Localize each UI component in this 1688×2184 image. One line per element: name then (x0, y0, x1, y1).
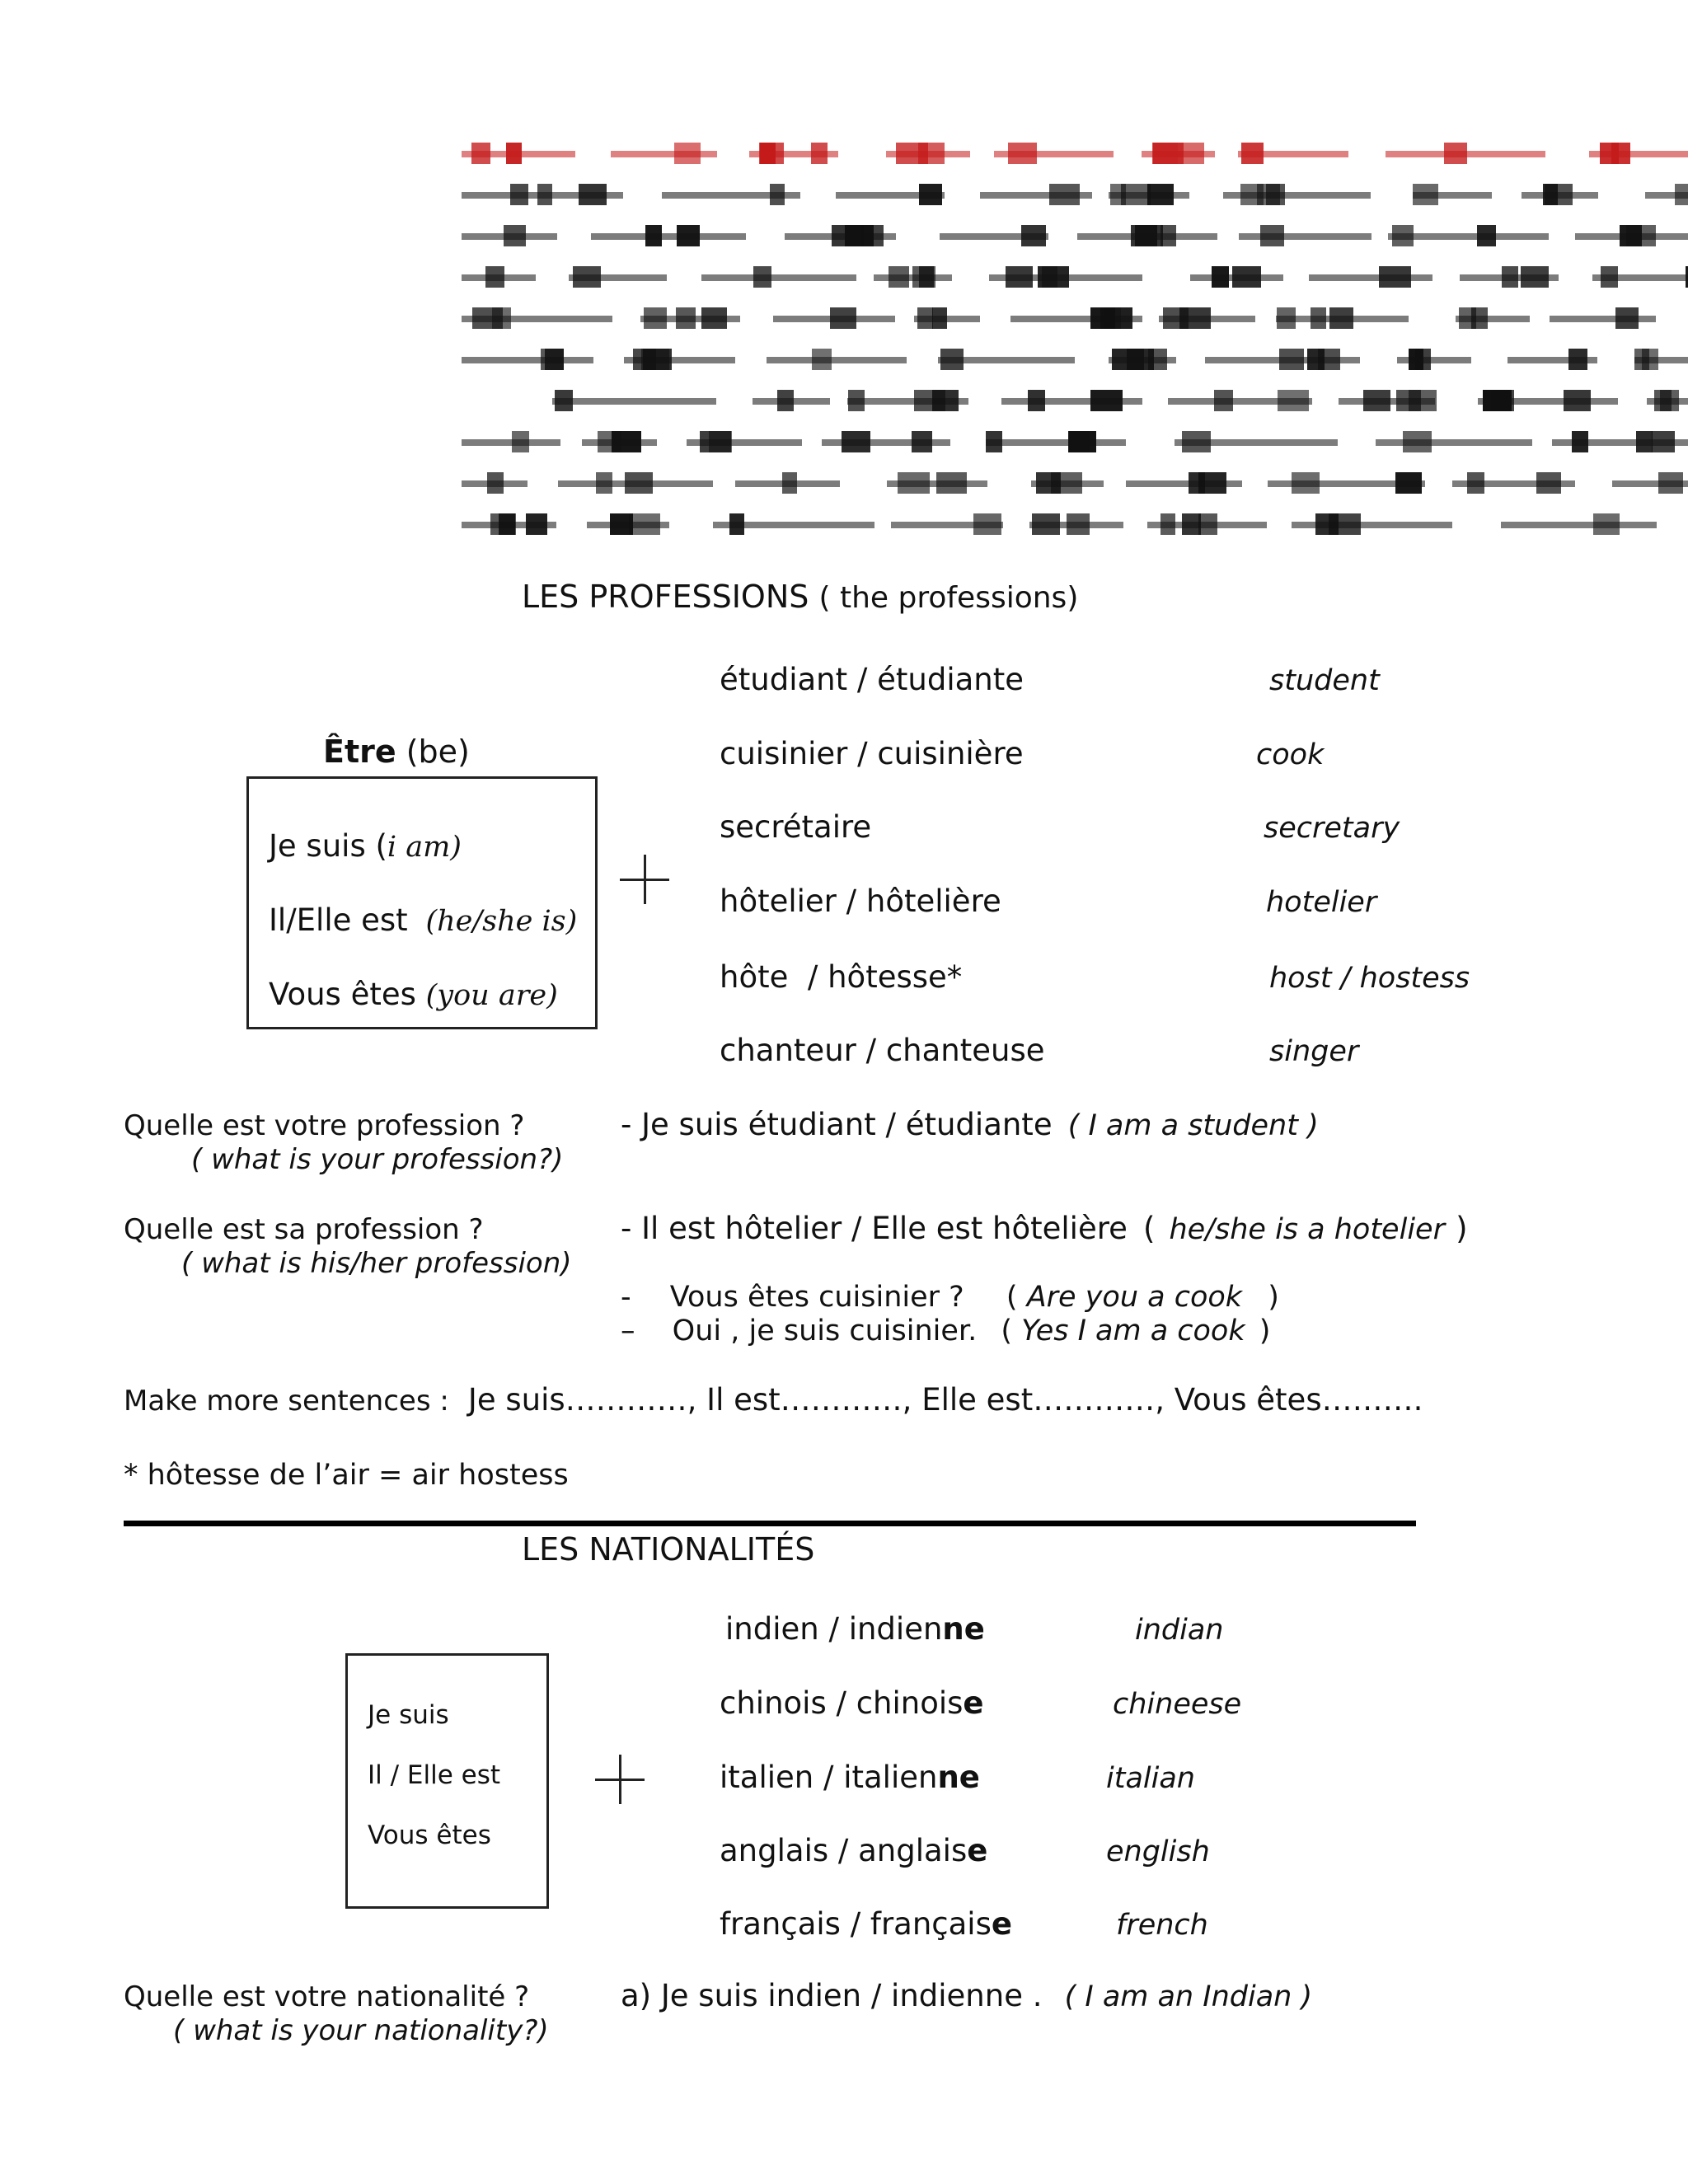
banner-glyph (989, 266, 1142, 288)
banner-glyph (1109, 184, 1189, 205)
banner-glyph (1077, 225, 1217, 246)
answer-en: ( I am a student ) (1067, 1109, 1319, 1142)
banner-glyph (569, 266, 667, 288)
conjugation-box (246, 776, 598, 1029)
banner-glyph (1238, 143, 1348, 164)
verb-heading (323, 733, 470, 770)
banner-glyph (1647, 390, 1688, 411)
banner-glyph (462, 266, 536, 288)
professions-title-gloss: ( the professions) (818, 581, 1079, 615)
nationality-masc: italien / italien (720, 1760, 938, 1795)
nationality-fem-ending: e (967, 1833, 988, 1868)
banner-glyph (836, 184, 945, 205)
conjugation-fr: Vous êtes (269, 977, 416, 1012)
banner-glyph (847, 390, 968, 411)
pronoun: Je suis (368, 1700, 449, 1730)
banner-glyph (914, 307, 980, 329)
banner-glyph (940, 225, 1048, 246)
banner-glyph (591, 225, 746, 246)
banner-glyph (462, 349, 593, 370)
answer-en: ( I am an Indian ) (1064, 1980, 1313, 2013)
paren: ( (1142, 1211, 1156, 1246)
answer-fr: a) Je suis indien / indienne . (621, 1978, 1043, 2013)
banner-glyph (1413, 184, 1492, 205)
profession-word: cuisinier / cuisinière (720, 736, 1024, 771)
dialogue-line (621, 1281, 1279, 1314)
nationality-translation: chineese (1113, 1688, 1242, 1721)
nationality-translation: indian (1135, 1614, 1224, 1647)
banner-glyph (462, 184, 623, 205)
dialogue-fr: Vous êtes cuisinier ? (669, 1281, 964, 1314)
question: Quelle est votre profession ? (124, 1109, 525, 1142)
banner-glyph (1010, 307, 1142, 329)
banner-glyph (1205, 349, 1360, 370)
banner-glyph (462, 513, 556, 535)
banner-glyph (1159, 307, 1255, 329)
answer-row (621, 1107, 1319, 1142)
conjugation-row (269, 977, 558, 1012)
banner-glyph (1550, 307, 1656, 329)
banner-glyph (994, 143, 1114, 164)
banner-glyph (886, 143, 970, 164)
nationality-fem-ending: ne (937, 1760, 980, 1795)
dialogue-en: Are you a cook (1026, 1281, 1243, 1314)
profession-translation: singer (1269, 1035, 1359, 1068)
question: Quelle est sa profession ? (124, 1213, 484, 1246)
profession-translation: student (1269, 664, 1380, 697)
banner-glyph (1452, 472, 1575, 494)
banner-glyph (986, 431, 1126, 452)
banner-glyph (1575, 225, 1688, 246)
banner-glyph (1029, 513, 1123, 535)
nationality-word (720, 1760, 980, 1795)
banner-glyph (1190, 266, 1283, 288)
profession-translation: secretary (1264, 812, 1400, 845)
profession-translation: cook (1256, 738, 1325, 771)
banner-glyph (1001, 390, 1142, 411)
answer-fr: - Je suis étudiant / étudiante (621, 1107, 1053, 1142)
banner-glyph (1168, 390, 1312, 411)
banner-glyph (887, 472, 987, 494)
banner-glyph (1552, 431, 1688, 452)
banner-glyph (1386, 143, 1545, 164)
section-divider (124, 1521, 1416, 1526)
banner-glyph (785, 225, 896, 246)
banner-glyph (701, 266, 856, 288)
plus-icon (595, 1755, 645, 1804)
pronoun: Il / Elle est (368, 1760, 501, 1790)
conjugation-en: (he/she is) (425, 905, 578, 938)
profession-word: hôtelier / hôtelière (720, 883, 1001, 919)
nationality-word (720, 1685, 984, 1721)
dialogue-line (621, 1315, 1270, 1347)
banner-glyph (874, 266, 952, 288)
banner-glyph (1456, 307, 1530, 329)
answer-en: he/she is a hotelier (1169, 1213, 1445, 1246)
banner-glyph (1634, 349, 1688, 370)
dialogue-dash: - (621, 1281, 631, 1314)
paren: ) (1456, 1211, 1468, 1246)
nationality-masc: français / français (720, 1906, 992, 1942)
nationality-translation: italian (1106, 1762, 1195, 1795)
banner-glyph (462, 472, 528, 494)
banner-glyph (611, 143, 717, 164)
pronoun-box (345, 1653, 549, 1909)
banner-glyph (552, 390, 716, 411)
nationality-masc: indien / indien (725, 1611, 943, 1647)
banner-glyph (1507, 349, 1597, 370)
nationality-fem-ending: ne (942, 1611, 985, 1647)
question: Quelle est votre nationalité ? (124, 1980, 530, 2013)
professions-title-row (522, 579, 1078, 615)
header-banner-image (462, 136, 1688, 548)
nationality-masc: chinois / chinois (720, 1685, 964, 1721)
professions-title: LES PROFESSIONS (522, 579, 809, 615)
banner-glyph (1339, 390, 1437, 411)
verb-word: Être (323, 733, 396, 770)
practice-label: Make more sentences : (124, 1385, 449, 1418)
pronoun: Vous êtes (368, 1821, 491, 1850)
banner-glyph (749, 143, 838, 164)
banner-glyph (1109, 349, 1176, 370)
banner-glyph (587, 513, 669, 535)
profession-word: secrétaire (720, 809, 872, 845)
banner-glyph (1397, 349, 1471, 370)
banner-glyph (938, 349, 1075, 370)
question-gloss: ( what is your profession?) (191, 1143, 564, 1176)
banner-glyph (713, 513, 874, 535)
answer-row (621, 1211, 1468, 1246)
banner-glyph (735, 472, 840, 494)
banner-glyph (822, 431, 950, 452)
paren: ( (1006, 1281, 1018, 1314)
dialogue-en: Yes I am a cook (1021, 1315, 1245, 1347)
banner-glyph (767, 349, 907, 370)
paren: ) (1268, 1281, 1279, 1314)
verb-gloss: (be) (406, 733, 470, 770)
banner-glyph (558, 472, 713, 494)
nationalities-title: LES NATIONALITÉS (522, 1531, 815, 1568)
banner-glyph (1031, 472, 1104, 494)
banner-glyph (1147, 513, 1267, 535)
banner-glyph (582, 431, 657, 452)
banner-glyph (1142, 143, 1215, 164)
banner-glyph (1460, 266, 1559, 288)
banner-glyph (773, 307, 895, 329)
banner-glyph (1612, 472, 1688, 494)
conjugation-fr: Je suis ( (269, 828, 387, 864)
question-gloss: ( what is his/her profession) (181, 1247, 572, 1280)
banner-glyph (662, 184, 800, 205)
nationality-word (720, 1833, 987, 1868)
banner-glyph (462, 307, 612, 329)
banner-glyph (1292, 513, 1452, 535)
banner-glyph (1239, 225, 1372, 246)
banner-glyph (1223, 184, 1371, 205)
nationality-fem-ending: e (991, 1906, 1012, 1942)
profession-word: hôte / hôtesse* (720, 959, 963, 995)
profession-word: chanteur / chanteuse (720, 1033, 1045, 1068)
banner-glyph (640, 307, 740, 329)
banner-glyph (462, 225, 557, 246)
plus-icon (620, 855, 669, 904)
profession-word: étudiant / étudiante (720, 662, 1024, 697)
nationality-word (720, 1906, 1012, 1942)
conjugation-row (269, 902, 577, 938)
banner-glyph (462, 143, 575, 164)
conjugation-row (269, 828, 462, 864)
nationality-fem-ending: e (963, 1685, 984, 1721)
practice-row (124, 1382, 1423, 1418)
practice-text: Je suis…………, Il est…………, Elle est…………, Vous êtes………. (467, 1382, 1423, 1418)
footnote: * hôtesse de l’air = air hostess (124, 1459, 569, 1492)
profession-translation: hotelier (1266, 886, 1377, 919)
banner-glyph (1268, 472, 1425, 494)
nationality-translation: french (1116, 1909, 1208, 1942)
banner-glyph (891, 513, 1003, 535)
banner-glyph (1478, 390, 1618, 411)
nationality-translation: english (1106, 1835, 1210, 1868)
banner-glyph (1501, 513, 1657, 535)
nationality-word (725, 1611, 985, 1647)
banner-glyph (1376, 431, 1532, 452)
paren: ( (1001, 1315, 1013, 1347)
banner-glyph (1592, 266, 1688, 288)
profession-translation: host / hostess (1269, 962, 1470, 995)
answer-fr: - Il est hôtelier / Elle est hôtelière (621, 1211, 1128, 1246)
banner-glyph (624, 349, 735, 370)
dialogue-fr: Oui , je suis cuisinier. (672, 1315, 978, 1347)
banner-glyph (1276, 307, 1409, 329)
nationality-masc: anglais / anglais (720, 1833, 968, 1868)
banner-glyph (1175, 431, 1338, 452)
banner-glyph (1388, 225, 1549, 246)
banner-glyph (1645, 184, 1688, 205)
banner-glyph (753, 390, 830, 411)
banner-glyph (980, 184, 1092, 205)
dialogue-dash: – (621, 1315, 635, 1347)
banner-glyph (462, 431, 560, 452)
banner-glyph (687, 431, 802, 452)
paren: ) (1259, 1315, 1271, 1347)
banner-glyph (1522, 184, 1598, 205)
answer-row (621, 1978, 1312, 2013)
conjugation-fr: Il/Elle est (269, 902, 408, 938)
banner-glyph (1309, 266, 1432, 288)
conjugation-en: i am) (387, 831, 462, 864)
banner-glyph (1589, 143, 1688, 164)
question-gloss: ( what is your nationality?) (173, 2014, 549, 2047)
conjugation-en: (you are) (425, 979, 558, 1012)
banner-glyph (1126, 472, 1242, 494)
